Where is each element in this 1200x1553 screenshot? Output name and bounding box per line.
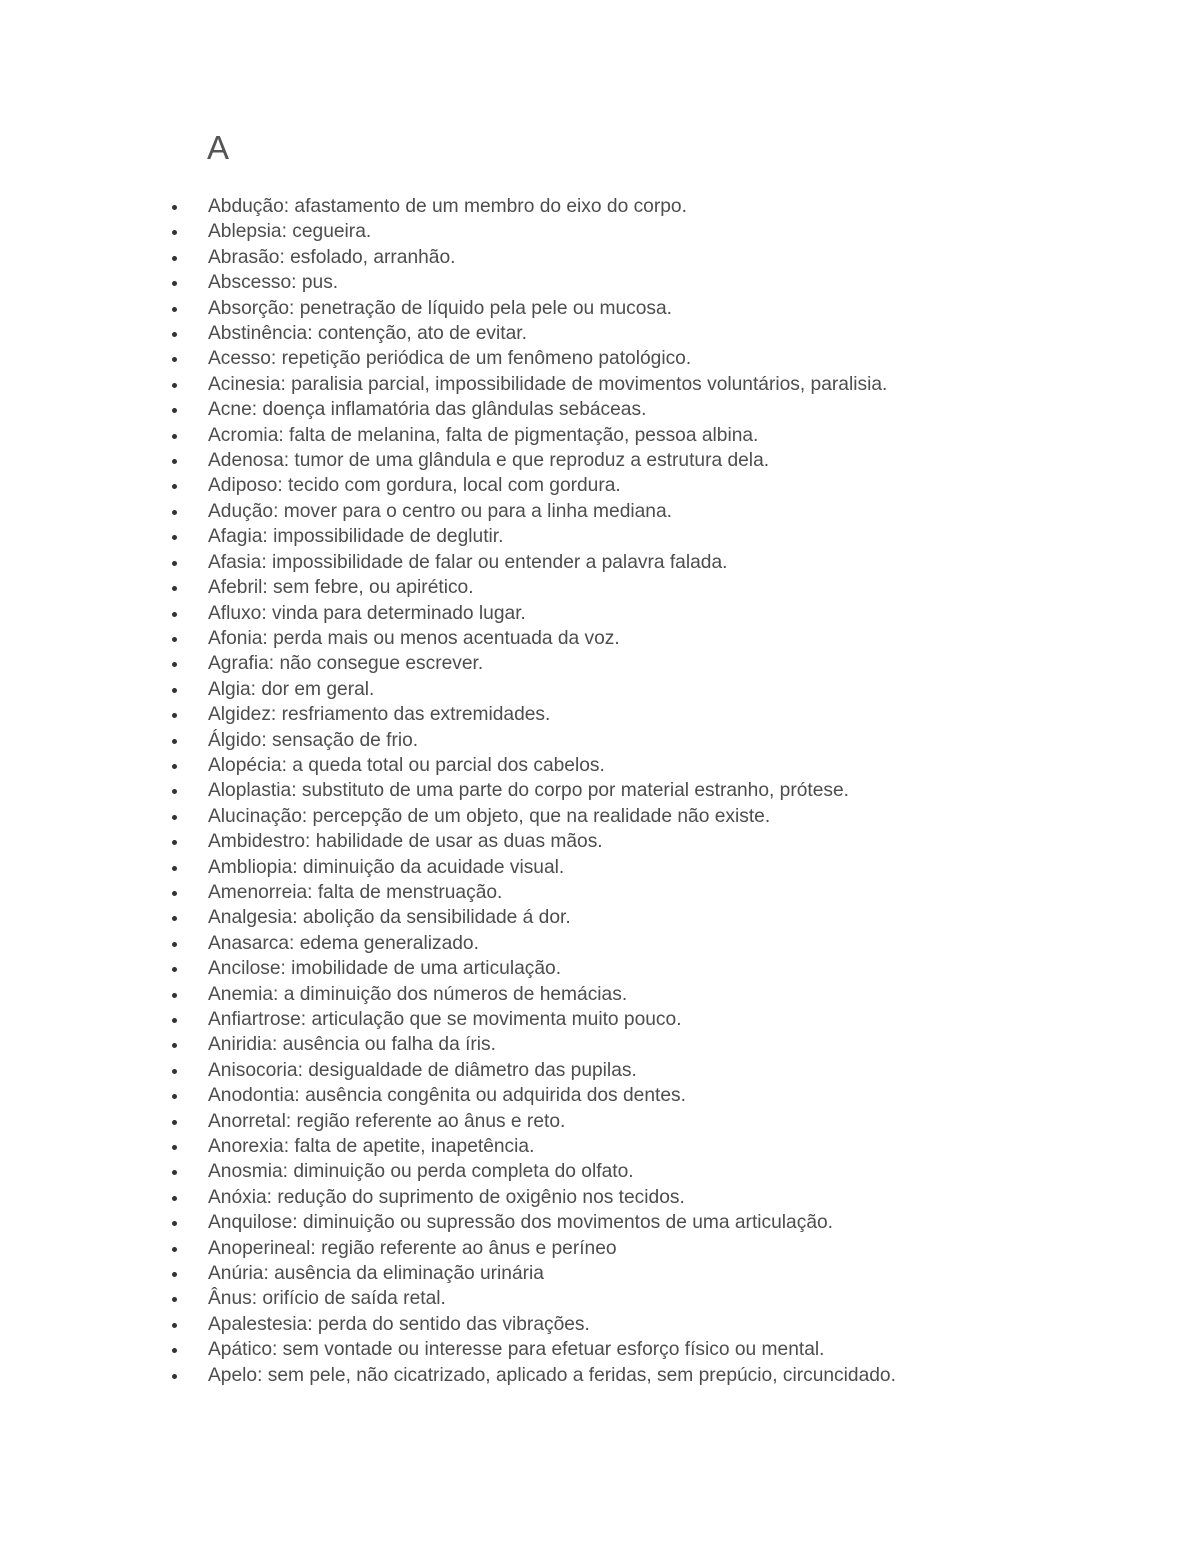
bullet-icon: [172, 256, 177, 261]
bullet-icon: [172, 1145, 177, 1150]
bullet-icon: [172, 866, 177, 871]
glossary-entry: [208, 1312, 998, 1337]
glossary-entry: [208, 728, 998, 753]
glossary-entry: [208, 601, 998, 626]
bullet-icon: [172, 1170, 177, 1175]
bullet-icon: [172, 561, 177, 566]
entry-text: Álgido: sensação de frio.: [208, 729, 419, 751]
bullet-icon: [172, 1247, 177, 1252]
section-heading: A: [207, 129, 230, 166]
glossary-entry: [208, 1337, 998, 1362]
entry-text: Ancilose: imobilidade de uma articulação.: [208, 958, 562, 980]
entry-text: Abdução: afastamento de um membro do eixo do corpo.: [208, 196, 687, 217]
bullet-icon: [172, 230, 177, 235]
bullet-icon: [172, 1069, 177, 1074]
entry-text: Anfiartrose: articulação que se movimenta muito pouco.: [208, 1009, 682, 1030]
entry-text: Afebril: sem febre, ou apirético.: [208, 577, 474, 599]
glossary-entry: [208, 499, 998, 524]
glossary-entry: [208, 270, 998, 295]
glossary-entry: [208, 1109, 998, 1134]
entry-text: Anquilose: diminuição ou supressão dos movimentos de uma articulação.: [208, 1212, 833, 1234]
bullet-icon: [172, 434, 177, 439]
bullet-icon: [172, 612, 177, 617]
bullet-icon: [172, 637, 177, 642]
bullet-icon: [172, 1348, 177, 1353]
entry-text: Anoperineal: região referente ao ânus e períneo: [208, 1237, 617, 1259]
bullet-icon: [172, 484, 177, 489]
glossary-entry: [208, 448, 998, 473]
bullet-icon: [172, 1196, 177, 1201]
bullet-icon: [172, 510, 177, 515]
glossary-entry: [208, 1286, 998, 1311]
entry-text: Anodontia: ausência congênita ou adquirida dos dentes.: [208, 1085, 686, 1107]
entry-text: Algidez: resfriamento das extremidades.: [208, 704, 551, 726]
entry-text: Apático: sem vontade ou interesse para efetuar esforço físico ou mental.: [208, 1339, 825, 1361]
glossary-entry: [208, 473, 998, 498]
glossary-entry: [208, 931, 998, 956]
glossary-entry: [208, 702, 998, 727]
entry-text: Anorretal: região referente ao ânus e reto.: [208, 1110, 566, 1132]
bullet-icon: [172, 1043, 177, 1048]
bullet-icon: [172, 357, 177, 362]
bullet-icon: [172, 942, 177, 947]
glossary-entry: [208, 1185, 998, 1210]
bullet-icon: [172, 789, 177, 794]
bullet-icon: [172, 815, 177, 820]
glossary-entry: [208, 753, 998, 778]
glossary-entry: [208, 550, 998, 575]
bullet-icon: [172, 535, 177, 540]
bullet-icon: [172, 739, 177, 744]
glossary-entry: [208, 397, 998, 422]
entry-text: Afluxo: vinda para determinado lugar.: [208, 602, 526, 624]
glossary-entry: [208, 626, 998, 651]
entry-text: Apelo: sem pele, não cicatrizado, aplicado a feridas, sem prepúcio, circuncidado.: [208, 1364, 896, 1386]
glossary-entry: [208, 1236, 998, 1261]
entry-text: Abscesso: pus.: [208, 272, 339, 294]
glossary-entry: [208, 1363, 998, 1388]
entry-text: Anorexia: falta de apetite, inapetência.: [208, 1136, 535, 1158]
glossary-entry: [208, 1058, 998, 1083]
bullet-icon: [172, 967, 177, 972]
entry-text: Acne: doença inflamatória das glândulas sebáceas.: [208, 399, 647, 421]
glossary-entry: [208, 194, 998, 219]
entry-text: Agrafia: não consegue escrever.: [208, 653, 484, 675]
entry-text: Acesso: repetição periódica de um fenômeno patológico.: [208, 348, 692, 370]
bullet-icon: [172, 891, 177, 896]
glossary-list: [208, 194, 998, 1388]
entry-text: Anasarca: edema generalizado.: [208, 932, 479, 954]
glossary-entry: [208, 651, 998, 676]
bullet-icon: [172, 1094, 177, 1099]
bullet-icon: [172, 332, 177, 337]
glossary-entry: [208, 372, 998, 397]
glossary-entry: [208, 321, 998, 346]
bullet-icon: [172, 307, 177, 312]
entry-text: Anemia: a diminuição dos números de hemácias.: [208, 983, 628, 1005]
bullet-icon: [172, 688, 177, 693]
entry-text: Algia: dor em geral.: [208, 678, 375, 700]
entry-text: Absorção: penetração de líquido pela pele ou mucosa.: [208, 297, 673, 319]
entry-text: Adução: mover para o centro ou para a linha mediana.: [208, 500, 672, 522]
glossary-entry: [208, 1210, 998, 1235]
entry-text: Ambliopia: diminuição da acuidade visual.: [208, 856, 565, 878]
bullet-icon: [172, 383, 177, 388]
glossary-entry: [208, 1134, 998, 1159]
glossary-entry: [208, 956, 998, 981]
bullet-icon: [172, 993, 177, 998]
entry-text: Anúria: ausência da eliminação urinária: [208, 1263, 544, 1285]
glossary-entry: [208, 1032, 998, 1057]
bullet-icon: [172, 1374, 177, 1379]
entry-text: Adiposo: tecido com gordura, local com gordura.: [208, 475, 621, 497]
glossary-entry: [208, 880, 998, 905]
bullet-icon: [172, 459, 177, 464]
bullet-icon: [172, 764, 177, 769]
entry-text: Afagia: impossibilidade de deglutir.: [208, 526, 504, 548]
glossary-entry: [208, 575, 998, 600]
glossary-entry: [208, 1261, 998, 1286]
entry-text: Ambidestro: habilidade de usar as duas mãos.: [208, 831, 603, 853]
glossary-entry: [208, 219, 998, 244]
entry-text: Alopécia: a queda total ou parcial dos cabelos.: [208, 754, 605, 776]
glossary-entry: [208, 982, 998, 1007]
bullet-icon: [172, 916, 177, 921]
glossary-entry: [208, 1159, 998, 1184]
glossary-entry: [208, 829, 998, 854]
glossary-entry: [208, 524, 998, 549]
entry-text: Apalestesia: perda do sentido das vibrações.: [208, 1313, 590, 1335]
bullet-icon: [172, 1323, 177, 1328]
glossary-entry: [208, 346, 998, 371]
bullet-icon: [172, 662, 177, 667]
entry-text: Aloplastia: substituto de uma parte do corpo por material estranho, prótese.: [208, 780, 850, 802]
bullet-icon: [172, 205, 177, 210]
bullet-icon: [172, 408, 177, 413]
entry-text: Alucinação: percepção de um objeto, que na realidade não existe.: [208, 805, 771, 827]
glossary-entry: [208, 1083, 998, 1108]
entry-text: Acinesia: paralisia parcial, impossibilidade de movimentos voluntários, paralisia.: [208, 373, 888, 395]
glossary-entry: [208, 677, 998, 702]
entry-text: Anisocoria: desigualdade de diâmetro das pupilas.: [208, 1059, 637, 1081]
entry-text: Acromia: falta de melanina, falta de pigmentação, pessoa albina.: [208, 424, 759, 446]
bullet-icon: [172, 840, 177, 845]
glossary-entry: [208, 245, 998, 270]
bullet-icon: [172, 586, 177, 591]
entry-text: Analgesia: abolição da sensibilidade á dor.: [208, 907, 571, 929]
bullet-icon: [172, 1272, 177, 1277]
entry-text: Ânus: orifício de saída retal.: [208, 1288, 446, 1310]
entry-text: Afasia: impossibilidade de falar ou entender a palavra falada.: [208, 551, 728, 573]
bullet-icon: [172, 1297, 177, 1302]
entry-text: Afonia: perda mais ou menos acentuada da voz.: [208, 627, 620, 649]
bullet-icon: [172, 1221, 177, 1226]
bullet-icon: [172, 1120, 177, 1125]
bullet-icon: [172, 713, 177, 718]
entry-text: Anóxia: redução do suprimento de oxigênio nos tecidos.: [208, 1186, 685, 1208]
entry-text: Anosmia: diminuição ou perda completa do olfato.: [208, 1161, 634, 1183]
glossary-entry: [208, 905, 998, 930]
bullet-icon: [172, 281, 177, 286]
glossary-entry: [208, 423, 998, 448]
entry-text: Abrasão: esfolado, arranhão.: [208, 246, 456, 268]
bullet-icon: [172, 1018, 177, 1023]
entry-text: Aniridia: ausência ou falha da íris.: [208, 1034, 496, 1056]
entry-text: Abstinência: contenção, ato de evitar.: [208, 323, 527, 345]
glossary-entry: [208, 1007, 998, 1032]
glossary-entry: [208, 296, 998, 321]
glossary-entry: [208, 778, 998, 803]
glossary-entry: [208, 804, 998, 829]
entry-text: Ablepsia: cegueira.: [208, 221, 372, 243]
glossary-entry: [208, 855, 998, 880]
entry-text: Amenorreia: falta de menstruação.: [208, 881, 503, 903]
entry-text: Adenosa: tumor de uma glândula e que reproduz a estrutura dela.: [208, 450, 770, 472]
